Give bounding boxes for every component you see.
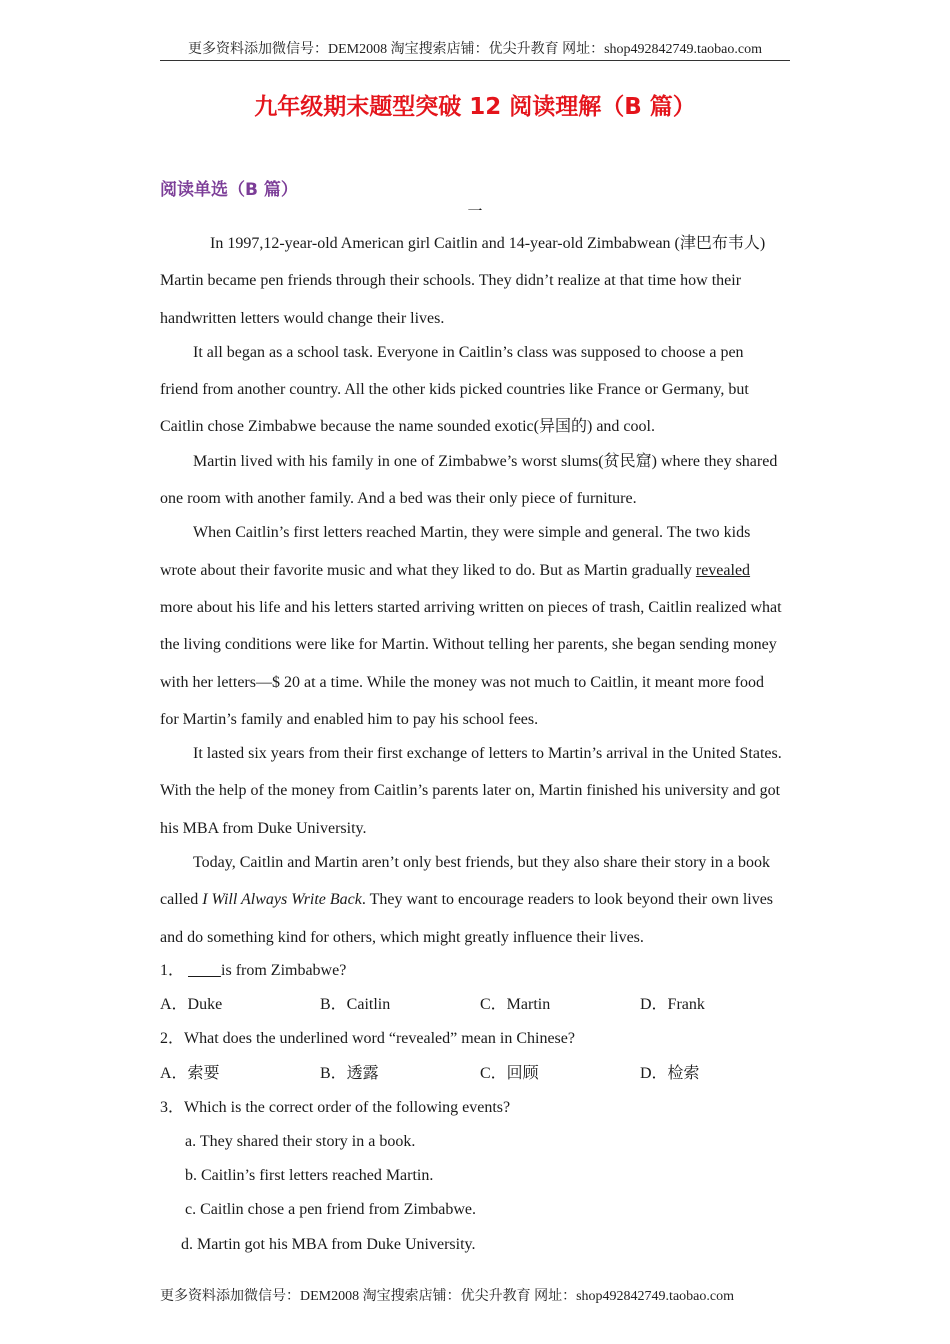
question-1-number: 1． (160, 962, 185, 979)
q1-option-a: A．Duke (160, 996, 223, 1014)
paragraph-6-part-1: Today, Caitlin and Martin aren’t only best friends, but they also share their story in a book called (160, 854, 770, 909)
paragraph-1: In 1997,12-year-old American girl Caitlin and 14-year-old Zimbabwean (津巴布韦人) Martin became pen friends through their schools. They didn’t realize at that time how their handwritten letters would change their lives. (160, 235, 766, 327)
question-3-number: 3． (160, 1098, 185, 1116)
question-3-text: Which is the correct order of the following events? (184, 1098, 511, 1116)
section-heading: 阅读单选（B 篇） (160, 180, 298, 200)
event-a: a. They shared their story in a book. (185, 1132, 416, 1150)
question-1-text: is from Zimbabwe? (221, 962, 347, 979)
paragraph-4-part-2: more about his life and his letters started arriving written on pieces of trash, Caitlin realized what the living conditions were like for Martin. Without telling her parents, she began sending money with her letters—$ 20 at a time. While the money was not much to Caitlin, it meant more food for Martin’s family and enabled him to pay his school fees. (160, 598, 782, 728)
questions (160, 954, 800, 1262)
question-2-number: 2． (160, 1030, 185, 1048)
q2-option-d: D．检索 (640, 1064, 700, 1082)
question-1-options (160, 988, 800, 1022)
q2-option-b: B．透露 (320, 1064, 379, 1082)
document-title: 九年级期末题型突破 12 阅读理解（B 篇） (254, 94, 696, 120)
passage-number: 一 (467, 204, 483, 220)
q1-option-d: D．Frank (640, 996, 705, 1014)
question-2-text: What does the underlined word “revealed” mean in Chinese? (184, 1030, 575, 1048)
q1-option-c: C．Martin (480, 996, 551, 1014)
q2-option-a: A．索要 (160, 1064, 220, 1082)
page-footer: 更多资料添加微信号：DEM2008 淘宝搜索店铺：优尖升教育 网址：shop492842749.taobao.com (160, 1289, 734, 1304)
question-3 (160, 1091, 800, 1125)
question-1 (160, 954, 800, 988)
underlined-word: revealed (695, 561, 751, 579)
event-c: c. Caitlin chose a pen friend from Zimbabwe. (185, 1201, 477, 1219)
paragraph-6 (160, 844, 782, 956)
page-header: 更多资料添加微信号：DEM2008 淘宝搜索店铺：优尖升教育 网址：shop492842749.taobao.com (160, 38, 790, 61)
book-title: I Will Always Write Back (202, 891, 362, 909)
paragraph-4-part-1: When Caitlin’s first letters reached Martin, they were simple and general. The two kids wrote about their favorite music and what they liked to do. But as Martin gradually (160, 524, 751, 579)
question-2 (160, 1022, 800, 1056)
event-d: d. Martin got his MBA from Duke University. (181, 1235, 476, 1253)
paragraph-4 (160, 514, 782, 738)
q1-option-b: B．Caitlin (320, 996, 391, 1014)
paragraph-2: It all began as a school task. Everyone in Caitlin’s class was supposed to choose a pen friend from another country. All the other kids picked countries like France or Germany, but Caitlin chose Zimbabwe because the name sounded exotic(异国的) and cool. (160, 343, 749, 436)
question-2-options (160, 1057, 800, 1091)
q2-option-c: C．回顾 (480, 1064, 539, 1082)
paragraph-6-part-2: . They want to encourage readers to look beyond their own lives and do something kind for others, which might greatly influence their lives. (160, 891, 774, 946)
paragraph-3: Martin lived with his family in one of Zimbabwe’s worst slums(贫民窟) where they shared one room with another family. And a bed was their only piece of furniture. (160, 452, 778, 508)
paragraph-5: It lasted six years from their first exchange of letters to Martin’s arrival in the United States. With the help of the money from Caitlin’s parents later on, Martin finished his university and got his MBA from Duke University. (160, 745, 782, 837)
answer-blank (188, 960, 221, 977)
reading-passage (160, 225, 782, 953)
event-b: b. Caitlin’s first letters reached Martin. (185, 1167, 434, 1185)
